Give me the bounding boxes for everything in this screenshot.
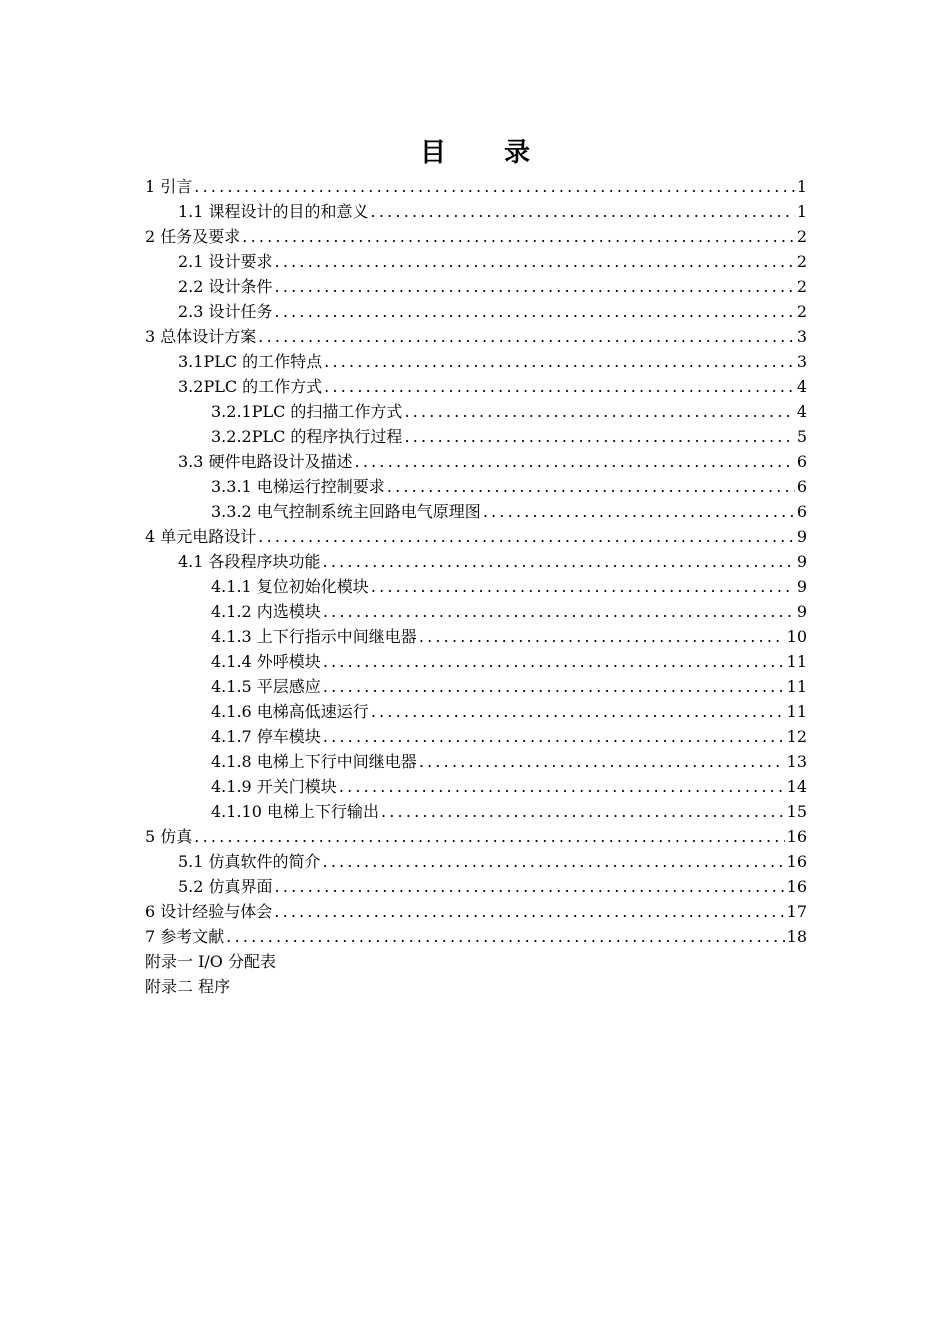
toc-entry-title: 2.1 设计要求 bbox=[178, 252, 273, 271]
toc-dot-leader bbox=[419, 749, 785, 774]
toc-entry[interactable] bbox=[145, 324, 807, 349]
toc-entry-page-number: 2 bbox=[796, 252, 807, 271]
toc-dot-leader bbox=[387, 474, 795, 499]
toc-entry-title: 4.1.6 电梯高低速运行 bbox=[211, 702, 369, 721]
toc-entry-title: 4.1.1 复位初始化模块 bbox=[211, 577, 369, 596]
toc-entry-page-number: 6 bbox=[796, 452, 807, 471]
toc-entry[interactable] bbox=[145, 599, 807, 624]
toc-dot-leader bbox=[275, 274, 795, 299]
toc-entry-page-number: 2 bbox=[796, 227, 807, 246]
toc-entry-title: 4.1.5 平层感应 bbox=[211, 677, 321, 696]
toc-entry-page-number: 16 bbox=[786, 877, 807, 896]
toc-entry[interactable] bbox=[145, 349, 807, 374]
toc-entry-page-number: 1 bbox=[796, 202, 807, 221]
toc-dot-leader bbox=[339, 774, 785, 799]
toc-entry-title: 4.1.3 上下行指示中间继电器 bbox=[211, 627, 417, 646]
toc-entry[interactable] bbox=[145, 474, 807, 499]
toc-entry[interactable] bbox=[145, 274, 807, 299]
toc-entry-title: 3.3 硬件电路设计及描述 bbox=[178, 452, 353, 471]
toc-entry-title: 1.1 课程设计的目的和意义 bbox=[178, 202, 369, 221]
toc-entry[interactable] bbox=[145, 574, 807, 599]
toc-entry-page-number: 10 bbox=[786, 627, 807, 646]
toc-entry-title: 4.1.9 开关门模块 bbox=[211, 777, 337, 796]
toc-entry-page-number: 11 bbox=[786, 652, 807, 671]
toc-dot-leader bbox=[323, 849, 785, 874]
toc-dot-leader bbox=[194, 174, 795, 199]
toc-entry[interactable] bbox=[145, 524, 807, 549]
toc-entry[interactable] bbox=[145, 299, 807, 324]
toc-entry[interactable] bbox=[145, 674, 807, 699]
toc-entry[interactable] bbox=[145, 249, 807, 274]
toc-entry-page-number: 9 bbox=[796, 527, 807, 546]
toc-entry-page-number: 2 bbox=[796, 277, 807, 296]
toc-dot-leader bbox=[371, 199, 795, 224]
toc-entry-title: 5 仿真 bbox=[145, 827, 193, 846]
toc-entry-title: 4.1.7 停车模块 bbox=[211, 727, 321, 746]
toc-entry-title: 3.2.2PLC 的程序执行过程 bbox=[211, 427, 403, 446]
toc-entry-title: 3.3.2 电气控制系统主回路电气原理图 bbox=[211, 502, 481, 521]
toc-entry[interactable] bbox=[145, 774, 807, 799]
toc-entry-page-number: 14 bbox=[786, 777, 807, 796]
title-char-left: 目 bbox=[419, 138, 446, 168]
toc-dot-leader bbox=[323, 599, 795, 624]
toc-entry-title: 3.2PLC 的工作方式 bbox=[178, 377, 323, 396]
toc-entry-page-number: 6 bbox=[796, 502, 807, 521]
toc-entry-title: 3.3.1 电梯运行控制要求 bbox=[211, 477, 385, 496]
toc-dot-leader bbox=[381, 799, 785, 824]
toc-entry-page-number: 2 bbox=[796, 302, 807, 321]
toc-entry[interactable] bbox=[145, 924, 807, 949]
toc-entry[interactable] bbox=[145, 199, 807, 224]
toc-entry-title: 5.1 仿真软件的简介 bbox=[178, 852, 321, 871]
toc-entry[interactable] bbox=[145, 424, 807, 449]
toc-entry-page-number: 17 bbox=[786, 902, 807, 921]
toc-entry-title: 2.2 设计条件 bbox=[178, 277, 273, 296]
title-char-right: 录 bbox=[504, 138, 531, 168]
toc-entry-title: 4 单元电路设计 bbox=[145, 527, 257, 546]
toc-entry-title: 4.1.10 电梯上下行输出 bbox=[211, 802, 379, 821]
toc-entry[interactable] bbox=[145, 624, 807, 649]
toc-dot-leader bbox=[323, 724, 785, 749]
toc-dot-leader bbox=[355, 449, 795, 474]
toc-entry[interactable] bbox=[145, 699, 807, 724]
toc-entry-page-number: 18 bbox=[786, 927, 807, 946]
toc-dot-leader bbox=[371, 699, 785, 724]
toc-dot-leader bbox=[404, 399, 794, 424]
toc-entry[interactable] bbox=[145, 224, 807, 249]
toc-entry[interactable] bbox=[145, 899, 807, 924]
toc-dot-leader bbox=[371, 574, 795, 599]
toc-entry-title: 3.1PLC 的工作特点 bbox=[178, 352, 323, 371]
toc-dot-leader bbox=[274, 899, 784, 924]
toc-entry-page-number: 9 bbox=[796, 577, 807, 596]
toc-dot-leader bbox=[324, 349, 795, 374]
toc-entry[interactable] bbox=[145, 449, 807, 474]
toc-entry-page-number: 11 bbox=[786, 677, 807, 696]
toc-entry-title: 5.2 仿真界面 bbox=[178, 877, 273, 896]
toc-entry-page-number: 12 bbox=[786, 727, 807, 746]
toc-dot-leader bbox=[258, 524, 795, 549]
toc-entry[interactable] bbox=[145, 549, 807, 574]
toc-entry[interactable] bbox=[145, 824, 807, 849]
toc-entry-page-number: 5 bbox=[796, 427, 807, 446]
toc-entry-title: 2 任务及要求 bbox=[145, 227, 241, 246]
toc-dot-leader bbox=[404, 424, 794, 449]
toc-entry[interactable] bbox=[145, 849, 807, 874]
toc-dot-leader bbox=[323, 649, 785, 674]
toc-entry-page-number: 3 bbox=[796, 327, 807, 346]
appendix-entry: 附录一 I/O 分配表 bbox=[145, 952, 277, 971]
toc-dot-leader bbox=[258, 324, 795, 349]
toc-dot-leader bbox=[194, 824, 784, 849]
toc-dot-leader bbox=[275, 299, 795, 324]
toc-dot-leader bbox=[226, 924, 784, 949]
toc-dot-leader bbox=[419, 624, 785, 649]
toc-entry[interactable] bbox=[145, 749, 807, 774]
toc-entry-page-number: 9 bbox=[796, 602, 807, 621]
toc-dot-leader bbox=[242, 224, 795, 249]
toc-dot-leader bbox=[483, 499, 795, 524]
toc-entry-title: 4.1.2 内选模块 bbox=[211, 602, 321, 621]
toc-dot-leader bbox=[275, 874, 785, 899]
toc-entry[interactable] bbox=[145, 174, 807, 199]
toc-entry-page-number: 13 bbox=[786, 752, 807, 771]
toc-dot-leader bbox=[324, 374, 795, 399]
toc-entry-title: 1 引言 bbox=[145, 177, 193, 196]
toc-entry-title: 4.1.4 外呼模块 bbox=[211, 652, 321, 671]
toc-entry-page-number: 4 bbox=[796, 402, 807, 421]
toc-entry[interactable] bbox=[145, 874, 807, 899]
toc-entry-page-number: 11 bbox=[786, 702, 807, 721]
toc-entry-title: 7 参考文献 bbox=[145, 927, 225, 946]
toc-entry-page-number: 6 bbox=[796, 477, 807, 496]
toc-entry-page-number: 16 bbox=[786, 827, 807, 846]
toc-entry-page-number: 15 bbox=[786, 802, 807, 821]
toc-entry[interactable] bbox=[145, 499, 807, 524]
toc-dot-leader bbox=[275, 249, 795, 274]
toc-entry-title: 4.1 各段程序块功能 bbox=[178, 552, 321, 571]
toc-entry-page-number: 16 bbox=[786, 852, 807, 871]
toc-entry[interactable] bbox=[145, 649, 807, 674]
toc-entry-title: 6 设计经验与体会 bbox=[145, 902, 273, 921]
toc-entry-title: 3.2.1PLC 的扫描工作方式 bbox=[211, 402, 403, 421]
appendix-entry: 附录二 程序 bbox=[145, 977, 231, 996]
toc-dot-leader bbox=[323, 674, 785, 699]
toc-entry-page-number: 1 bbox=[796, 177, 807, 196]
toc-entry[interactable] bbox=[145, 374, 807, 399]
toc-entry[interactable] bbox=[145, 799, 807, 824]
toc-entry-page-number: 4 bbox=[796, 377, 807, 396]
toc-entry[interactable] bbox=[145, 724, 807, 749]
page-title bbox=[0, 132, 950, 169]
toc-dot-leader bbox=[323, 549, 795, 574]
toc-entry-title: 4.1.8 电梯上下行中间继电器 bbox=[211, 752, 417, 771]
toc-entry-page-number: 3 bbox=[796, 352, 807, 371]
table-of-contents bbox=[145, 174, 807, 999]
toc-entry-page-number: 9 bbox=[796, 552, 807, 571]
toc-entry[interactable] bbox=[145, 399, 807, 424]
toc-entry-title: 2.3 设计任务 bbox=[178, 302, 273, 321]
toc-entry-title: 3 总体设计方案 bbox=[145, 327, 257, 346]
